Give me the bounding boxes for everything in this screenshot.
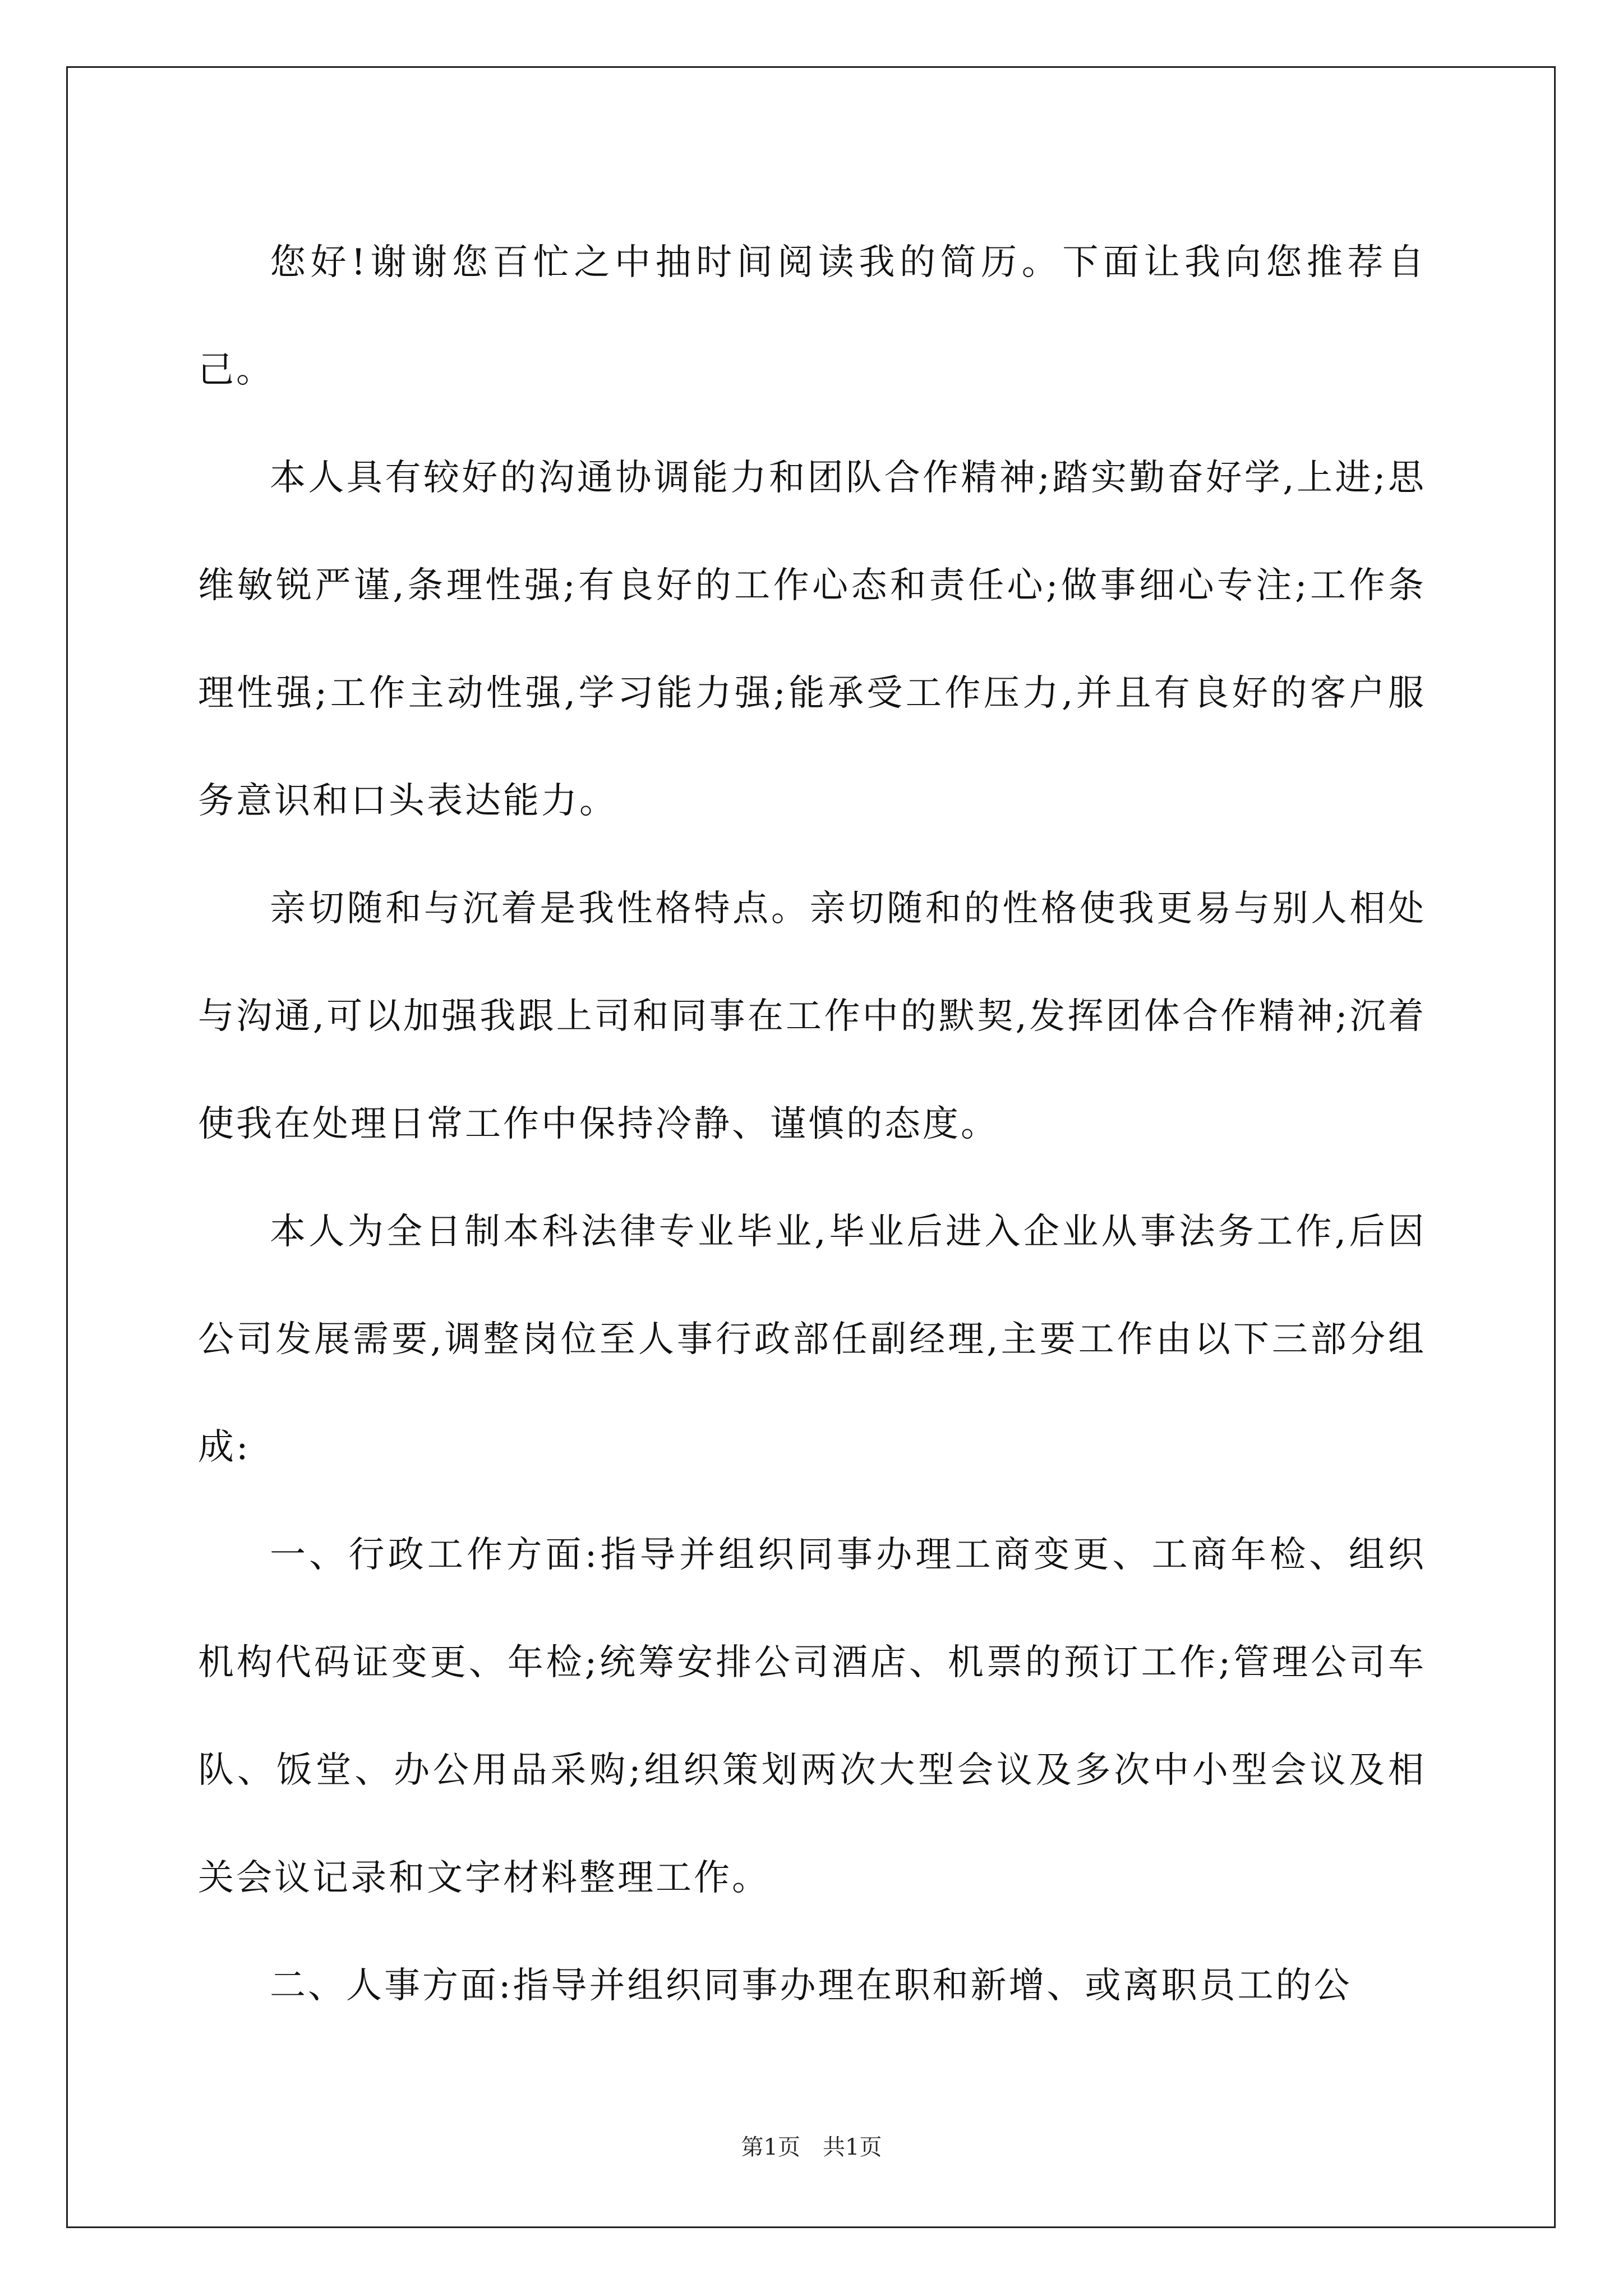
paragraph-personality: 亲切随和与沉着是我性格特点。亲切随和的性格使我更易与别人相处与沟通,可以加强我跟上司和同事在工作中的默契,发挥团体合作精神;沉着使我在处理日常工作中保持冷静、谨慎的态度。 [198, 888, 1426, 1145]
page-footer: 第1页 共1页 [741, 2134, 882, 2160]
paragraph-greeting: 您好!谢谢您百忙之中抽时间阅读我的简历。下面让我向您推荐自己。 [198, 242, 1426, 391]
paragraph-hr-work: 二、人事方面:指导并组织同事办理在职和新增、或离职员工的公 [270, 1965, 1352, 2007]
paragraph-admin-work: 一、行政工作方面:指导并组织同事办理工商变更、工商年检、组织机构代码证变更、年检;统筹安排公司酒店、机票的预订工作;管理公司车队、饭堂、办公用品采购;组织策划两次大型会议及多次中小型会议及相关会议记录和文字材料整理工作。 [198, 1534, 1426, 1899]
paragraph-education: 本人为全日制本科法律专业毕业,毕业后进入企业从事法务工作,后因公司发展需要,调整岗位至人事行政部任副经理,主要工作由以下三部分组成: [198, 1211, 1426, 1468]
document-body [198, 209, 1426, 2040]
paragraph-abilities: 本人具有较好的沟通协调能力和团队合作精神;踏实勤奋好学,上进;思维敏锐严谨,条理性强;有良好的工作心态和责任心;做事细心专注;工作条理性强;工作主动性强,学习能力强;能承受工作压力,并且有良好的客户服务意识和口头表达能力。 [198, 457, 1426, 822]
